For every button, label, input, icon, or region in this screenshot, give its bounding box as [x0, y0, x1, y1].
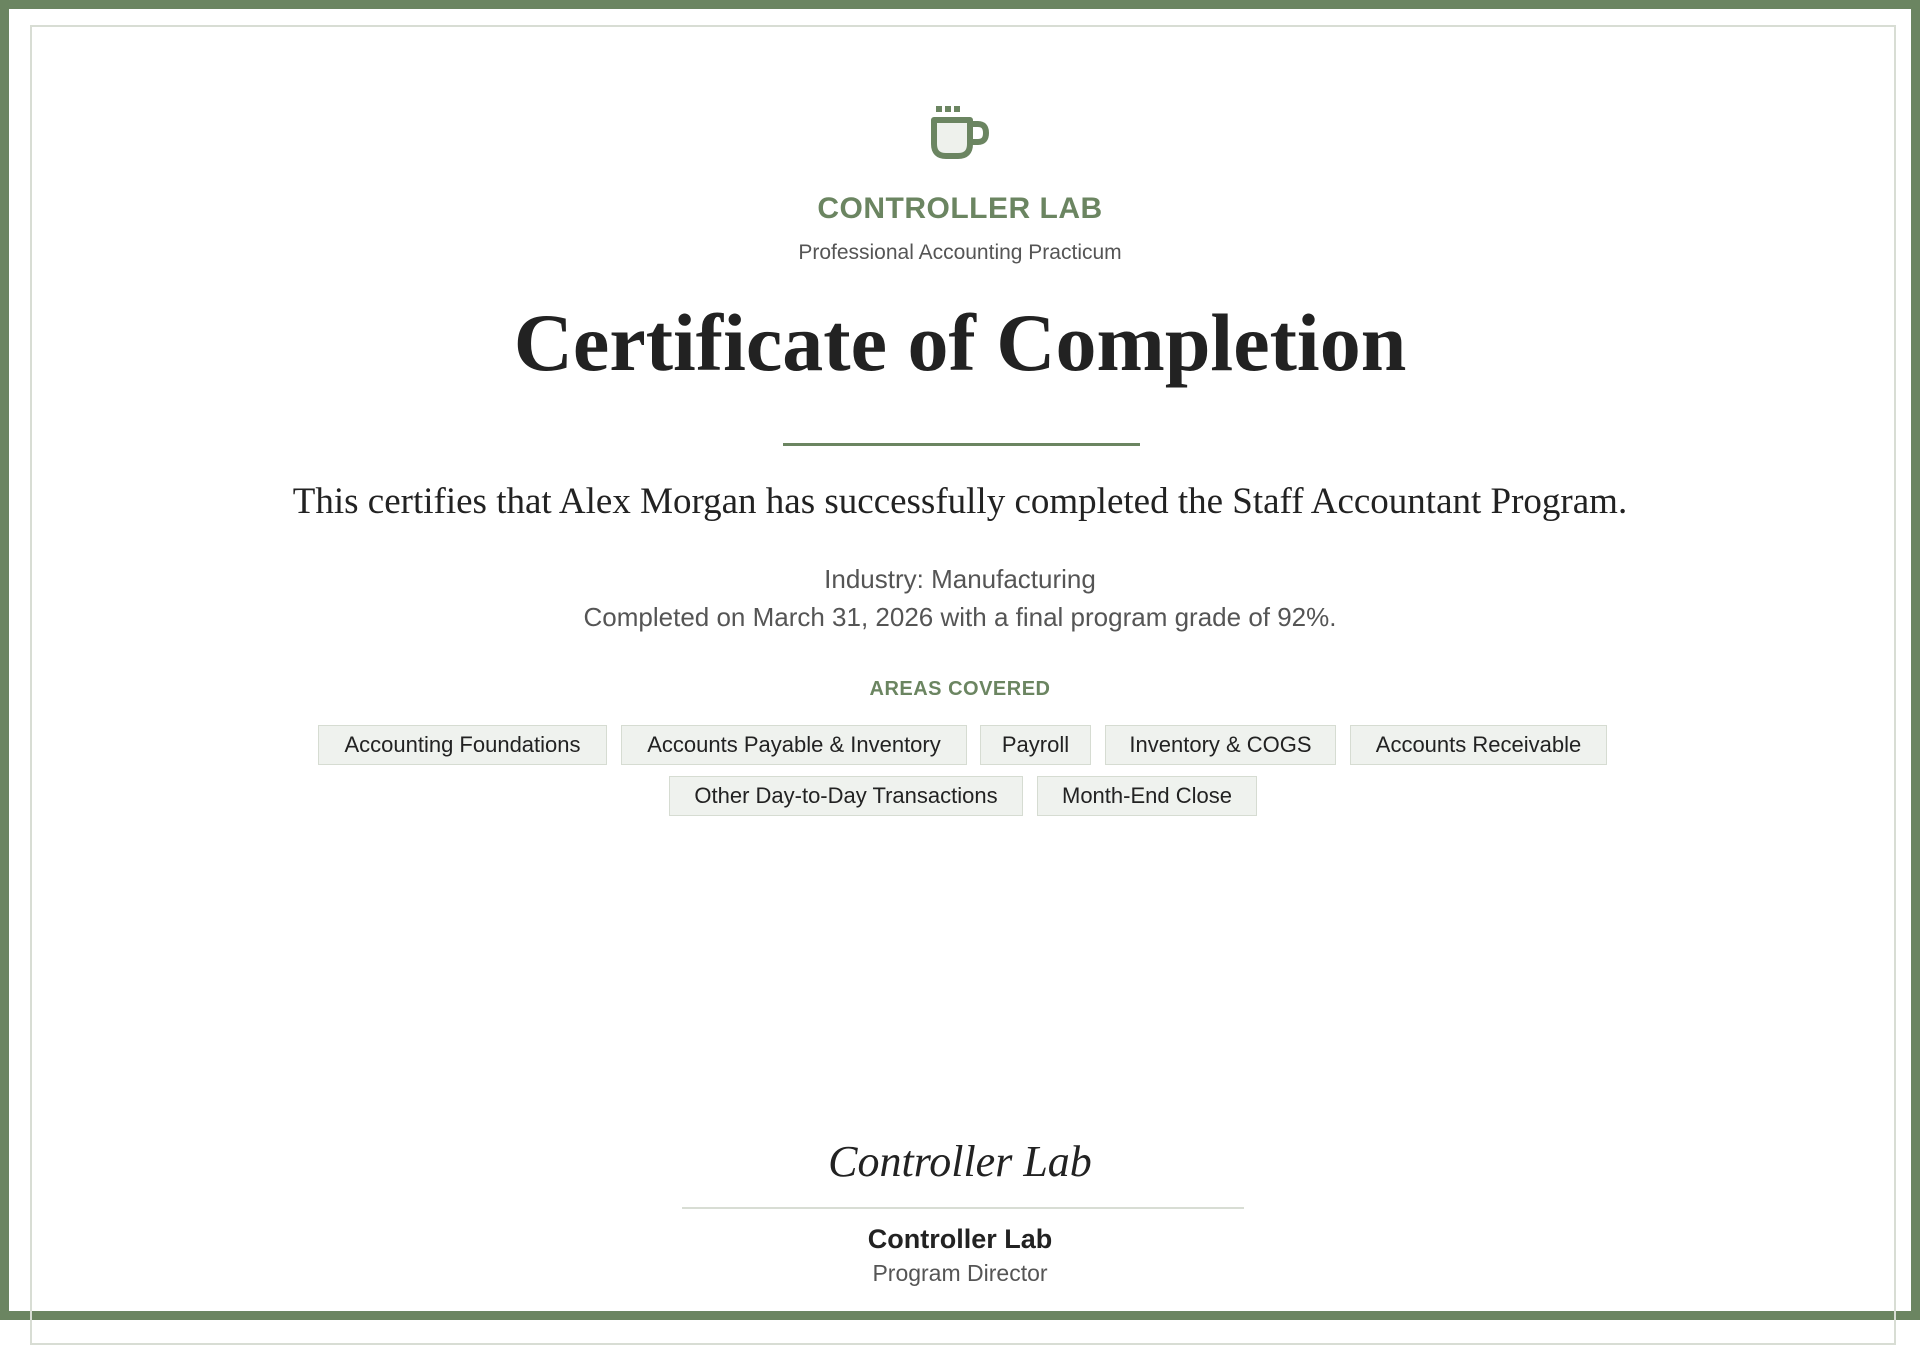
- area-tag: Accounts Payable & Inventory: [621, 725, 967, 765]
- area-tag: Payroll: [980, 725, 1091, 765]
- area-tag: Accounting Foundations: [318, 725, 607, 765]
- certification-statement: This certifies that Alex Morgan has successfully completed the Staff Accountant Program.: [292, 481, 1628, 522]
- certificate-title: Certificate of Completion: [513, 297, 1407, 388]
- signer-name: Controller Lab: [867, 1224, 1053, 1254]
- area-tag: Month-End Close: [1037, 776, 1257, 816]
- signature-script: Controller Lab: [828, 1137, 1092, 1186]
- areas-covered-heading: AREAS COVERED: [869, 678, 1051, 700]
- title-divider: [783, 443, 1140, 446]
- organization-subtitle: Professional Accounting Practicum: [798, 241, 1122, 264]
- organization-name: CONTROLLER LAB: [817, 192, 1103, 225]
- area-tag: Other Day-to-Day Transactions: [669, 776, 1023, 816]
- industry-line: Industry: Manufacturing: [824, 564, 1096, 594]
- signer-role: Program Director: [872, 1260, 1048, 1286]
- completion-line: Completed on March 31, 2026 with a final program grade of 92%.: [583, 602, 1337, 632]
- area-tag: Inventory & COGS: [1105, 725, 1336, 765]
- coffee-cup-icon: [930, 104, 994, 164]
- area-tag: Accounts Receivable: [1350, 725, 1607, 765]
- signature-line: [682, 1207, 1244, 1209]
